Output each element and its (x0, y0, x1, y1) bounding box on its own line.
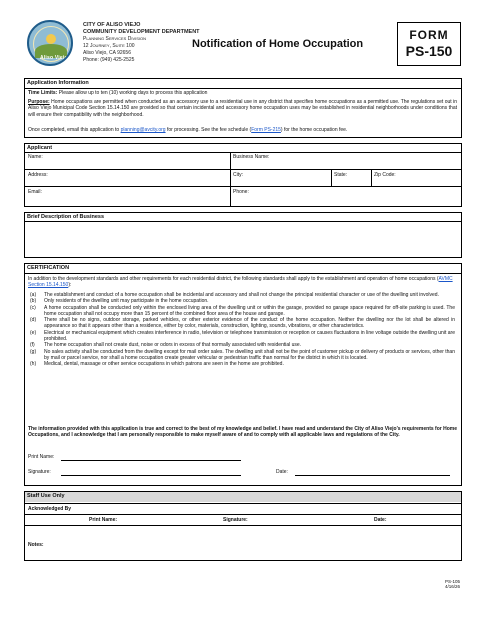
zip-code-field[interactable]: Zip Code: (374, 172, 396, 178)
staff-notes[interactable]: Notes: (28, 542, 44, 548)
list-item: (h) Medical, dental, massage or other service occupations in which patrons are seen in the home are prohibited. (30, 361, 284, 368)
intro-text: In addition to the development standards and other requirements for each residential district, the following standards shall apply to the establishment and operation of home occupations ( (28, 276, 439, 282)
seal-text: Aliso Viejo (40, 55, 68, 61)
list-item: (b) Only residents of the dwelling unit may participate in the home occupation. (30, 298, 209, 305)
certification-statement: The information provided with this application is true and correct to the best of my knowledge and belief. I have read and understand the City of Aliso Viejo's requirements for Home Occupations, and I acknowledge that I am personally responsible to make myself aware of and to comply with all applicable laws and regulations of the City. (28, 426, 457, 439)
email-post: ) for the home occupation fee. (280, 127, 348, 133)
time-limits (28, 90, 457, 96)
email-mid: for processing. See the fee schedule ( (165, 127, 252, 133)
list-item: (d) There shall be no signs, outdoor storage, parked vehicles, or other exterior evidence of the conduct of the home occupation. Neither the dwelling nor the lot shall be altered in appearance so that it appears other than a residence, either by color, materials, construction, lighting, sounds, vibrations, or other characteristics. (30, 317, 455, 330)
staff-date[interactable]: Date: (374, 517, 387, 523)
city-seal-logo (27, 20, 73, 66)
footer (445, 579, 460, 589)
print-name-line[interactable] (61, 460, 241, 461)
signature-label: Signature: (28, 469, 51, 475)
department-name: COMMUNITY DEVELOPMENT DEPARTMENT (83, 29, 200, 35)
phone-line: Phone: (949) 425-2525 (83, 57, 135, 63)
email-instructions (28, 127, 457, 133)
state-field[interactable]: State: (334, 172, 348, 178)
certification-section (24, 263, 462, 486)
department-info (83, 22, 200, 64)
list-item: (c) A home occupation shall be conducted only within the enclosed living area of the dwelling unit or within the garage, provided no garage space required for off-site parking is used. The home occupation shall not occupy more than 15 percent of the combined floor area of the house and garage. (30, 304, 455, 317)
date-label: Date: (276, 469, 288, 475)
standards-list (30, 292, 455, 368)
signature-line[interactable] (61, 475, 241, 476)
purpose-text: Home occupations are permitted when conducted as an accessory use to a residential use in any district that specifies home occupations as a permitted use. The regulations set out in Aliso Viejo Municipal Code Section 15.14.150 are provided so that certain incidental and accessory home occupation uses may be established in residential neighborhoods under conditions that will ensure their compatibility with the neighborhood. (28, 99, 457, 118)
list-item: (a) The establishment and conduct of a home occupation shall be incidental and accessory and shall not change the principal residential character or use of the dwelling unit involved. (30, 292, 439, 298)
staff-use-section (24, 491, 462, 561)
applicant-section (24, 143, 462, 207)
phone-field[interactable]: Phone: (233, 189, 249, 195)
section-heading: Staff Use Only (25, 492, 461, 502)
business-name-field[interactable]: Business Name: (233, 154, 270, 160)
list-item: (g) No sales activity shall be conducted from the dwelling except for mail order sales. The dwelling unit shall not be the point of customer pickup or delivery of products or services, other than by mail or parcel service, nor shall a home occupation create greater vehicular or pedestrian traffic than normal for the district in which it is located. (30, 348, 455, 361)
list-item: (e) Electrical or mechanical equipment which creates interference in radio, television or telephone transmission or reception or causes fluctuations in line voltage outside the dwelling unit are prohibited. (30, 329, 455, 343)
city-name: CITY OF ALISO VIEJO (83, 22, 141, 28)
purpose-label: Purpose: (28, 99, 50, 105)
avmc-link[interactable]: AVMC Section 15.14.150 (28, 276, 453, 289)
date-line[interactable] (295, 475, 450, 476)
staff-signature[interactable]: Signature: (223, 517, 248, 523)
page-title: Notification of Home Occupation (192, 38, 364, 50)
name-field[interactable]: Name: (28, 154, 43, 160)
section-heading: Brief Description of Business (27, 214, 105, 220)
certification-intro (28, 276, 457, 289)
form-number: PS-150 (405, 43, 453, 59)
purpose (28, 99, 457, 118)
footer-form-number: PS-105 (444, 579, 460, 584)
section-heading: CERTIFICATION (27, 265, 70, 271)
form-label: FORM (409, 28, 449, 42)
city-state-zip: Aliso Viejo, CA 92656 (83, 50, 131, 56)
division-name: Planning Services Division (83, 36, 146, 42)
section-heading: Application Information (27, 80, 89, 86)
email-field[interactable]: Email: (28, 189, 42, 195)
footer-revision-date: 4/16/26 (444, 584, 460, 589)
print-name-label: Print Name: (28, 454, 55, 460)
list-item: (f) The home occupation shall not create dust, noise or odors in excess of that normally associated with residential use. (30, 342, 302, 349)
email-link[interactable]: planning@avcity.org (120, 127, 166, 133)
time-text: Please allow up to ten (10) working days to process this application (57, 90, 208, 96)
acknowledged-by-label: Acknowledged By (28, 506, 72, 512)
intro-end: ): (68, 282, 72, 289)
business-description-section[interactable] (24, 212, 462, 258)
address-field[interactable]: Address: (28, 172, 48, 178)
email-pre: Once completed, email this application to (28, 127, 121, 133)
address-line: 12 Journey, Suite 100 (83, 43, 135, 49)
staff-print-name[interactable]: Print Name: (89, 517, 118, 523)
application-info-section (24, 78, 462, 138)
city-field[interactable]: City: (233, 172, 243, 178)
section-heading: Applicant (27, 145, 53, 151)
fee-schedule-link[interactable]: Form PS-215 (251, 127, 281, 133)
form-number-box (397, 22, 461, 66)
time-label: Time Limits: (28, 90, 58, 96)
